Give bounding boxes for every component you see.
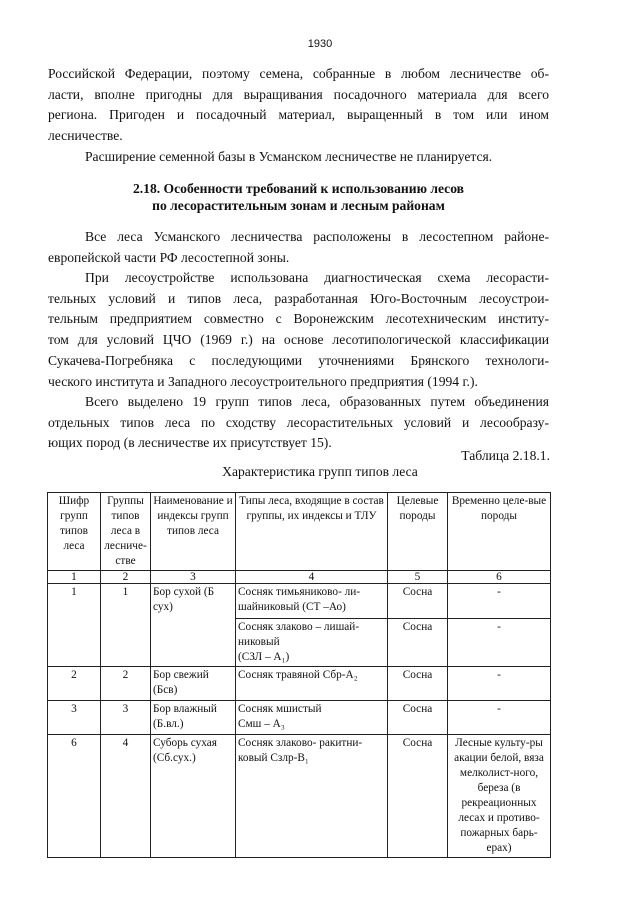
column-number: 4	[236, 571, 388, 584]
group-code-cell: 6	[48, 735, 101, 858]
zone-paragraph	[48, 227, 549, 268]
seed-base-line: Расширение семенной базы в Усманском лесничестве не планируется.	[85, 148, 493, 164]
column-number: 2	[101, 571, 151, 584]
forest-type-text: Сосняк мшистый	[238, 703, 322, 715]
table-number: Таблица 2.18.1.	[461, 448, 550, 463]
table-header-row	[48, 493, 551, 571]
table-row	[48, 701, 551, 735]
forest-type-text: Сосняк злаково – лишай-никовый	[238, 621, 360, 648]
column-number: 3	[151, 571, 236, 584]
text-line: Все леса Усманского лесничества расположены в лесостепном районе-	[85, 229, 549, 244]
text-line: тельных условий и типов леса, разработанная Юго-Восточным лесоустрои-	[48, 290, 549, 306]
group-name-cell: Суборь сухая (Сб.сух.)	[151, 735, 236, 858]
text-line: региона. Пригоден и посадочный материал, выращенный в том или ином	[48, 107, 549, 123]
target-species-cell: Сосна	[388, 735, 448, 858]
temporary-species-cell: -	[448, 619, 551, 667]
text-line: лесничестве.	[48, 128, 123, 144]
forest-type-cell: Сосняк злаково- ракитни-ковый Сзлр-В₁	[236, 735, 388, 858]
group-number-cell: 3	[101, 701, 151, 735]
header-cell: Временно целе-вые породы	[448, 493, 551, 571]
forest-groups-table	[47, 492, 551, 858]
text-line: Сукачева-Погребняка с последующими уточнениями Брянского технологи-	[48, 352, 549, 368]
forest-type-cell	[236, 619, 388, 667]
header-cell: Типы леса, входящие в состав группы, их индексы и ТЛУ	[236, 493, 388, 571]
text-line: тельным предприятием совместно с Воронежским лесотехническим институ-	[48, 311, 549, 327]
text-line: ческого института и Западного лесоустроительного предприятия (1994 г.).	[48, 373, 478, 389]
header-cell: Группы типов леса в лесниче-стве	[101, 493, 151, 571]
header-cell: Наименование и индексы групп типов леса	[151, 493, 236, 571]
forest-type-cell	[236, 701, 388, 735]
table-caption: Характеристика групп типов леса	[222, 464, 418, 479]
text-line: При лесоустройстве использована диагностическая схема лесорасти-	[85, 270, 549, 285]
temporary-species-cell: -	[448, 584, 551, 619]
header-cell: Шифр групп типов леса	[48, 493, 101, 571]
group-name-cell: Бор влажный (Б.вл.)	[151, 701, 236, 735]
intro-paragraph	[48, 64, 549, 168]
group-number-cell: 2	[101, 667, 151, 701]
group-name-cell: Бор сухой (Б сух)	[151, 584, 236, 667]
forest-type-cell: Сосняк травяной Сбр-А₂	[236, 667, 388, 701]
column-number-row	[48, 571, 551, 584]
text-line: европейской части РФ лесостепной зоны.	[48, 249, 290, 265]
group-code-cell: 1	[48, 584, 101, 667]
section-heading	[48, 180, 549, 214]
group-code-cell: 2	[48, 667, 101, 701]
table-row	[48, 667, 551, 701]
forest-type-cell: Сосняк тимьяниково- ли-шайниковый (СТ –Ао)	[236, 584, 388, 619]
temporary-species-cell: -	[448, 667, 551, 701]
temporary-species-cell: -	[448, 701, 551, 735]
text-line: Российской Федерации, поэтому семена, собранные в любом лесничестве об-	[48, 66, 549, 81]
temporary-species-cell: Лесные культу-ры акации белой, вяза мелколист-ного, береза (в рекреационных лесах и противо-пожарных барь-ерах)	[448, 735, 551, 858]
target-species-cell: Сосна	[388, 584, 448, 619]
forest-type-index: Смш – А₃	[238, 718, 285, 730]
group-name-cell: Бор свежий (Бсв)	[151, 667, 236, 701]
table-row	[48, 584, 551, 619]
header-cell: Целевые породы	[388, 493, 448, 571]
target-species-cell: Сосна	[388, 619, 448, 667]
group-number-cell: 1	[101, 584, 151, 667]
forest-type-index: (СЗЛ – А₁)	[238, 651, 290, 663]
text-line: Всего выделено 19 групп типов леса, образованных путем объединения	[85, 394, 549, 409]
table-row	[48, 735, 551, 858]
section-heading-line: 2.18. Особенности требований к использованию лесов	[132, 181, 465, 196]
column-number: 5	[388, 571, 448, 584]
page-number: 1930	[307, 38, 333, 50]
text-line: ющих пород (в лесничестве их присутствует 15).	[48, 435, 332, 451]
column-number: 6	[448, 571, 551, 584]
text-line: отдельных типов леса по сходству лесорастительных условий и лесообразу-	[48, 414, 549, 430]
target-species-cell: Сосна	[388, 701, 448, 735]
group-code-cell: 3	[48, 701, 101, 735]
column-number: 1	[48, 571, 101, 584]
target-species-cell: Сосна	[388, 667, 448, 701]
text-line: том для условий ЦЧО (1969 г.) на основе лесотипологической классификации	[48, 332, 549, 348]
section-heading-line: по лесорастительным зонам и лесным районам	[152, 198, 445, 213]
methodology-paragraph	[48, 268, 549, 392]
groups-paragraph	[48, 392, 549, 454]
text-line: ласти, вполне пригодны для выращивания посадочного материала для всего	[48, 86, 549, 102]
group-number-cell: 4	[101, 735, 151, 858]
